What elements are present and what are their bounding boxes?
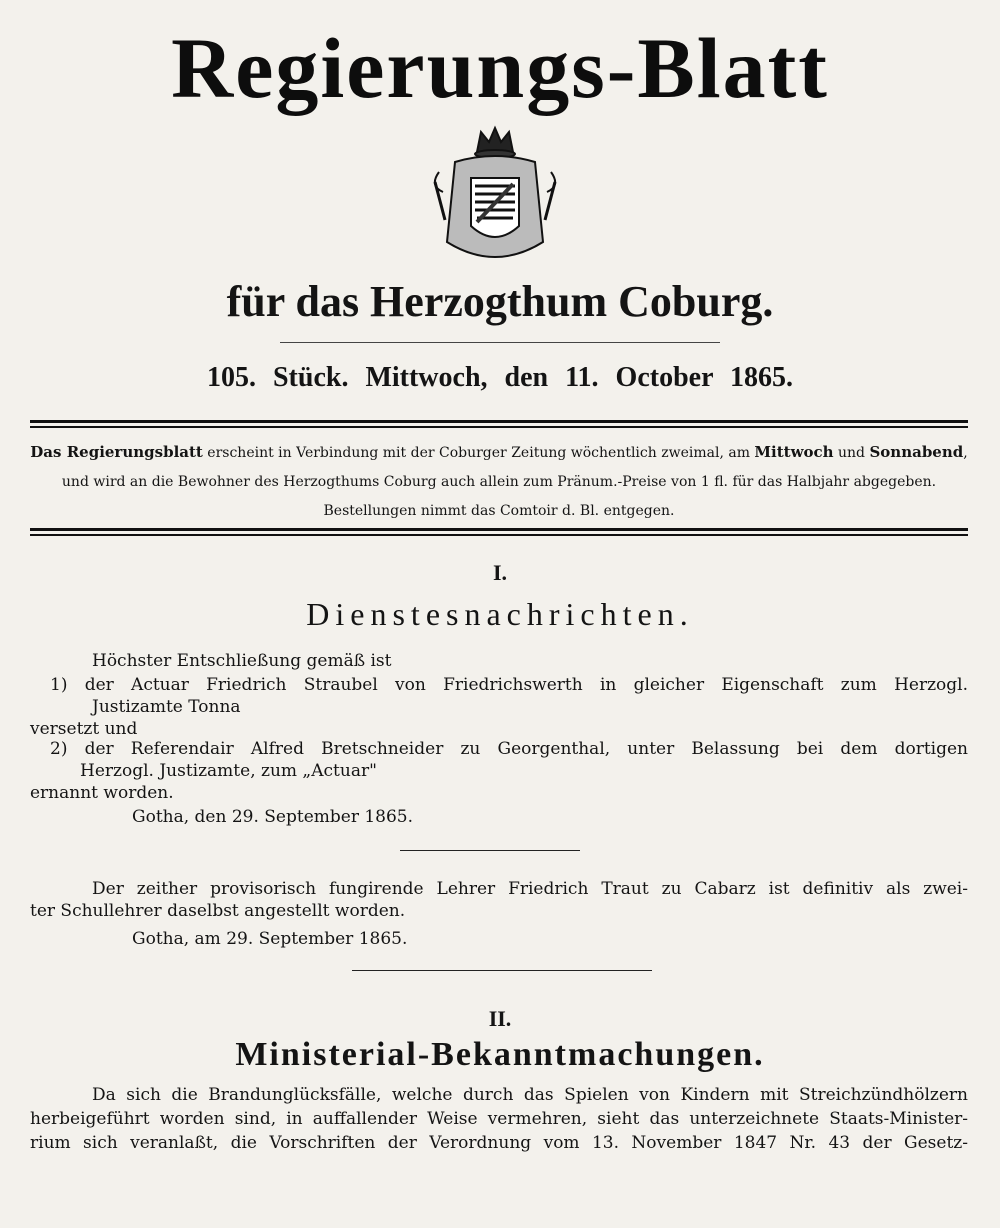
notice-bold: Mittwoch [754, 443, 834, 461]
subscription-notice [30, 438, 968, 526]
section-title: Dienstesnachrichten. [306, 596, 694, 632]
text-line: Da sich die Brandunglücksfälle, welche durch das Spielen von Kindern mit Streichzündhölzern [92, 1085, 968, 1105]
notice-text: erscheint in Verbindung mit der Coburger Zeitung wöchentlich zweimal, am [202, 445, 755, 461]
issue-date: Mittwoch, den 11. October 1865. [365, 362, 794, 393]
coat-of-arms-emblem [425, 122, 565, 272]
text-line: Herzogl. Justizamte, zum „Actuar" [80, 761, 377, 781]
section-number: II. [488, 1006, 512, 1031]
date-line: Gotha, den 29. September 1865. [132, 807, 414, 827]
notice-text: , und wird an die Bewohner des Herzogthums Coburg auch allein zum Pränum.-Preise von 1 fl. für das Halbjahr abgegeben. Bestellungen nimmt das Comtoir d. Bl. entgegen. [61, 445, 968, 519]
divider [352, 970, 652, 971]
text-line: ter Schullehrer daselbst angestellt worden. [30, 901, 406, 921]
section-number: I. [492, 560, 508, 585]
masthead-subtitle: für das Herzogthum Coburg. [226, 277, 774, 326]
date-line: Gotha, am 29. September 1865. [132, 929, 408, 949]
text-line: Der zeither provisorisch fungirende Lehrer Friedrich Traut zu Cabarz ist definitiv als zwei- [92, 879, 968, 899]
text-line: versetzt und [30, 719, 138, 739]
issue-line [0, 360, 1000, 396]
notice-bold: Das Regierungsblatt [30, 443, 203, 461]
text-line: Justizamte Tonna [92, 697, 241, 717]
text-line: Höchster Entschließung gemäß ist [92, 651, 392, 671]
double-rule-top [30, 420, 968, 428]
text-line: rium sich veranlaßt, die Vorschriften der Verordnung vom 13. November 1847 Nr. 43 der Gesetz- [30, 1133, 968, 1153]
section-title: Ministerial-Bekanntmachungen. [235, 1036, 765, 1073]
double-rule-bottom [30, 528, 968, 536]
divider [400, 850, 580, 851]
text-line: ernannt worden. [30, 783, 174, 803]
issue-number: 105. Stück. [206, 362, 349, 393]
text-line: 1) der Actuar Friedrich Straubel von Friedrichswerth in gleicher Eigenschaft zum Herzogl. [50, 675, 968, 695]
divider [280, 342, 720, 343]
text-line: 2) der Referendair Alfred Bretschneider zu Georgenthal, unter Belassung bei dem dortigen [50, 739, 968, 759]
text-line: herbeigeführt worden sind, in auffallender Weise vermehren, sieht das unterzeichnete Staats-Minister- [30, 1109, 968, 1129]
notice-text: und [833, 445, 870, 461]
notice-bold: Sonnabend [869, 443, 964, 461]
masthead-title: Regierungs-Blatt [171, 20, 829, 116]
